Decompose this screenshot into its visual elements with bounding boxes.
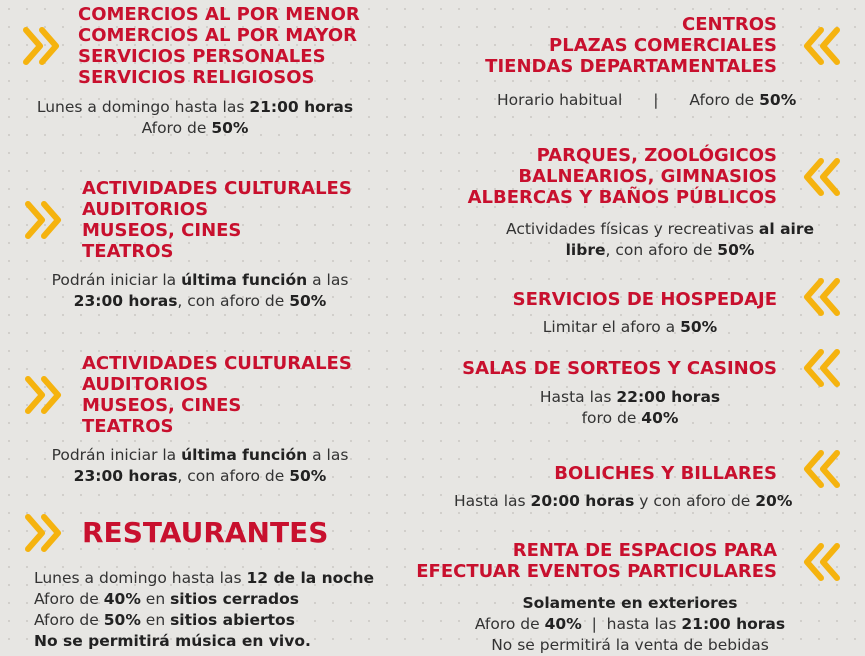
left-block-comercios (78, 4, 408, 88)
double-chevron-left-icon (799, 275, 843, 319)
text: foro de (581, 409, 642, 427)
left-block-cultura-2-text (0, 445, 400, 487)
left-block-cultura-2 (82, 353, 352, 437)
text: Aforo de (34, 590, 104, 608)
text: Podrán iniciar la (51, 271, 182, 289)
text: Lunes a domingo hasta las (36, 98, 250, 116)
bold-text: última función (181, 271, 308, 289)
double-chevron-left-icon (799, 447, 843, 491)
right-block-boliches-title: BOLICHES Y BILLARES (554, 463, 777, 484)
text: , con aforo de (177, 292, 290, 310)
text: en (140, 611, 171, 629)
bold-text: 50% (289, 467, 327, 485)
block-title: TEATROS (82, 241, 174, 262)
block-title: SERVICIOS PERSONALES (78, 46, 326, 67)
double-chevron-left-icon (799, 24, 843, 68)
bold-text: 23:00 horas (73, 292, 178, 310)
text: en (140, 590, 171, 608)
right-block-parques-text (470, 219, 850, 261)
right-block-hospedaje-title: SERVICIOS DE HOSPEDAJE (512, 289, 777, 310)
double-chevron-left-icon (799, 155, 843, 199)
block-title: TEATROS (82, 416, 174, 437)
bold-text: 50% (680, 318, 718, 336)
block-title: SERVICIOS RELIGIOSOS (78, 67, 315, 88)
block-title: PLAZAS COMERCIALES (549, 35, 777, 56)
text: Actividades físicas y recreativas (505, 220, 759, 238)
block-title: BALNEARIOS, GIMNASIOS (518, 166, 777, 187)
left-block-cultura-1 (82, 178, 352, 262)
right-block-parques (377, 145, 777, 208)
block-title: ALBERCAS Y BAÑOS PÚBLICOS (467, 187, 777, 208)
double-chevron-right-icon (20, 24, 64, 68)
left-block-comercios-text (0, 97, 390, 139)
right-block-renta-text (440, 593, 820, 656)
text: Aforo de (34, 611, 104, 629)
block-title: EFECTUAR EVENTOS PARTICULARES (416, 561, 777, 582)
right-block-casinos-title: SALAS DE SORTEOS Y CASINOS (462, 358, 777, 379)
bold-text: sitios abiertos (170, 611, 295, 629)
bold-text: 50% (759, 91, 797, 109)
text: Limitar el aforo a (542, 318, 681, 336)
bold-text: 50% (717, 241, 755, 259)
bold-text: 20% (755, 492, 793, 510)
bold-text: última función (181, 446, 308, 464)
block-title: AUDITORIOS (82, 374, 209, 395)
block-title: COMERCIOS AL POR MENOR (78, 4, 360, 25)
block-title: CENTROS (682, 14, 777, 35)
bold-text: 50% (289, 292, 327, 310)
text: Aforo de (141, 119, 212, 137)
bold-text: al aire (758, 220, 815, 238)
left-block-restaurantes-text (34, 568, 414, 652)
text: Aforo de (689, 91, 760, 109)
bold-text: 22:00 horas (616, 388, 721, 406)
double-chevron-left-icon (799, 540, 843, 584)
right-block-hospedaje-text (450, 317, 810, 338)
bold-text: 40% (544, 615, 582, 633)
text: a las (307, 446, 349, 464)
block-title: MUSEOS, CINES (82, 395, 242, 416)
text: Lunes a domingo hasta las (34, 569, 247, 587)
block-title: RENTA DE ESPACIOS PARA (512, 540, 777, 561)
bold-text: 20:00 horas (530, 492, 635, 510)
block-title: ACTIVIDADES CULTURALES (82, 178, 352, 199)
right-block-boliches-text (454, 491, 854, 512)
bold-text: No se permitirá música en vivo. (34, 632, 311, 650)
right-block-casinos-text (450, 387, 810, 429)
text: , con aforo de (177, 467, 290, 485)
bold-text: 23:00 horas (73, 467, 178, 485)
bold-text: 50% (103, 611, 141, 629)
left-block-restaurantes-title: RESTAURANTES (82, 516, 329, 549)
text: Horario habitual (497, 91, 623, 109)
block-title: TIENDAS DEPARTAMENTALES (485, 56, 777, 77)
separator: | (653, 91, 659, 109)
text: y con aforo de (634, 492, 756, 510)
right-block-centros-text (497, 90, 837, 111)
left-block-cultura-1-text (0, 270, 400, 312)
bold-text: sitios cerrados (170, 590, 300, 608)
bold-text: 40% (103, 590, 141, 608)
text: Hasta las (454, 492, 531, 510)
bold-text: 40% (641, 409, 679, 427)
bold-text: 21:00 horas (681, 615, 786, 633)
text: Podrán iniciar la (51, 446, 182, 464)
bold-text: 21:00 horas (249, 98, 354, 116)
text: Hasta las (539, 388, 617, 406)
double-chevron-right-icon (22, 511, 66, 555)
right-block-centros (377, 14, 777, 77)
text: No se permitirá la venta de bebidas (491, 636, 769, 654)
block-title: PARQUES, ZOOLÓGICOS (536, 145, 777, 166)
bold-text: Solamente en exteriores (522, 594, 738, 612)
bold-text: libre (565, 241, 606, 259)
block-title: COMERCIOS AL POR MAYOR (78, 25, 357, 46)
block-title: MUSEOS, CINES (82, 220, 242, 241)
block-title: ACTIVIDADES CULTURALES (82, 353, 352, 374)
text: Aforo de (474, 615, 545, 633)
double-chevron-left-icon (799, 346, 843, 390)
text: a las (307, 271, 349, 289)
double-chevron-right-icon (22, 373, 66, 417)
double-chevron-right-icon (22, 198, 66, 242)
text: , con aforo de (605, 241, 718, 259)
bold-text: 12 de la noche (246, 569, 375, 587)
bold-text: 50% (211, 119, 249, 137)
text: | hasta las (581, 615, 682, 633)
block-title: AUDITORIOS (82, 199, 209, 220)
right-block-renta (377, 540, 777, 582)
